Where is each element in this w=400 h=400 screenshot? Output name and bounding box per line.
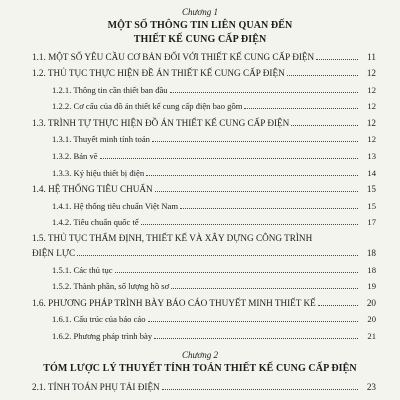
dot-leader (146, 175, 358, 176)
toc-entry-page: 12 (366, 118, 376, 128)
chapter-2-label: Chương 2 (182, 350, 218, 360)
toc-entry-1-5[interactable] (32, 231, 376, 245)
toc-entry-title: 1.2.2. Cơ cấu của đồ án thiết kế cung cấp điện bao gồm (52, 101, 243, 111)
toc-entry-page: 14 (367, 168, 376, 178)
toc-entry-title: 1.4. HỆ THỐNG TIÊU CHUẨN (32, 184, 153, 194)
toc-entry-title: 1.5.2. Thành phần, số lượng hồ sơ (52, 281, 170, 291)
dot-leader (155, 191, 358, 192)
chapter-1-title-line-2: THIẾT KẾ CUNG CẤP ĐIỆN (133, 34, 267, 45)
dot-leader (244, 108, 358, 109)
toc-entry-1-5-1[interactable] (52, 263, 376, 277)
dot-leader (77, 255, 358, 256)
toc-entry-title: 1.4.2. Tiêu chuẩn quốc tế (52, 217, 139, 227)
dot-leader (115, 272, 358, 273)
toc-entry-page: 15 (367, 201, 376, 211)
toc-entry-page: 11 (367, 52, 376, 62)
toc-entry-title: 1.5. THỦ TỤC THẨM ĐỊNH, THIẾT KẾ VÀ XÂY DỰNG CÔNG TRÌNH (32, 233, 313, 243)
toc-entry-1-4-2[interactable] (52, 215, 376, 229)
toc-entry-title: 1.2.1. Thông tin cần thiết ban đầu (52, 85, 168, 95)
toc-entry-page: 12 (367, 101, 376, 111)
toc-entry-page: 17 (367, 217, 376, 227)
dot-leader (162, 389, 358, 390)
toc-entry-page: 12 (367, 134, 376, 144)
dot-leader (318, 305, 358, 306)
dot-leader (154, 338, 358, 339)
toc-entry-title: 1.3.2. Bản vẽ (52, 151, 98, 161)
toc-entry-page: 19 (367, 281, 376, 291)
toc-entry-title: ĐIỆN LỰC (32, 248, 76, 258)
toc-entry-1-2-1[interactable] (52, 83, 376, 97)
toc-entry-1-6-1[interactable] (52, 312, 376, 326)
dot-leader (291, 125, 358, 126)
dot-leader (170, 92, 358, 93)
toc-entry-title: 1.1. MỘT SỐ YÊU CẦU CƠ BẢN ĐỐI VỚI THIẾT KẾ CUNG CẤP ĐIỆN (32, 52, 315, 62)
toc-entry-page: 13 (367, 151, 376, 161)
toc-entry-1-3-3[interactable] (52, 166, 376, 180)
toc-entry-page: 12 (367, 85, 376, 95)
toc-entry-page: 18 (367, 265, 376, 275)
toc-entry-1-5-2[interactable] (52, 279, 376, 293)
toc-entry-page: 20 (366, 298, 376, 308)
toc-entry-title: 1.3.1. Thuyết minh tính toán (52, 134, 150, 144)
toc-entry-page: 15 (366, 184, 376, 194)
dot-leader (316, 59, 358, 60)
toc-entry-1-2-2[interactable] (52, 99, 376, 113)
toc-entry-2-1[interactable] (32, 380, 376, 394)
chapter-1-title-line-1: MỘT SỐ THÔNG TIN LIÊN QUAN ĐẾN (107, 20, 293, 31)
toc-entry-title: 1.5.1. Các thủ tục (52, 265, 113, 275)
toc-entry-title: 2.1. TÍNH TOÁN PHỤ TẢI ĐIỆN (32, 382, 160, 392)
toc-entry-title: 1.2. THỦ TỤC THỰC HIỆN ĐỀ ÁN THIẾT KẾ CUNG CẤP ĐIỆN (32, 68, 285, 78)
toc-entry-1-4[interactable] (32, 182, 376, 196)
chapter-1-label: Chương 1 (182, 7, 218, 17)
dot-leader (141, 224, 358, 225)
toc-entry-page: 20 (367, 314, 376, 324)
chapter-2-title: TÓM LƯỢC LÝ THUYẾT TÍNH TOÁN THIẾT KẾ CUNG CẤP ĐIỆN (43, 363, 357, 374)
dot-leader (100, 158, 358, 159)
toc-entry-1-3-1[interactable] (52, 132, 376, 146)
toc-entry-1-5-continued[interactable] (32, 246, 376, 260)
toc-entry-1-1[interactable] (32, 50, 376, 64)
dot-leader (180, 208, 358, 209)
toc-entry-page: 21 (367, 331, 376, 341)
toc-entry-1-4-1[interactable] (52, 199, 376, 213)
toc-entry-title: 1.6.2. Phương pháp trình bày (52, 331, 153, 341)
toc-entry-1-6-2[interactable] (52, 329, 376, 343)
toc-entry-title: 1.4.1. Hệ thống tiêu chuẩn Việt Nam (52, 201, 179, 211)
toc-entry-1-3[interactable] (32, 116, 376, 130)
toc-entry-page: 23 (366, 382, 376, 392)
dot-leader (171, 288, 358, 289)
toc-entry-title: 1.3. TRÌNH TỰ THỰC HIỆN ĐỒ ÁN THIẾT KẾ CUNG CẤP ĐIỆN (32, 118, 290, 128)
toc-entry-1-6[interactable] (32, 296, 376, 310)
dot-leader (287, 75, 358, 76)
toc-entry-title: 1.3.3. Ký hiệu thiết bị điện (52, 168, 145, 178)
dot-leader (152, 141, 358, 142)
dot-leader (148, 321, 358, 322)
toc-entry-title: 1.6. PHƯƠNG PHÁP TRÌNH BÀY BÁO CÁO THUYẾT MINH THIẾT KẾ (32, 298, 316, 308)
toc-entry-title: 1.6.1. Cấu trúc của báo cáo (52, 314, 146, 324)
toc-entry-1-3-2[interactable] (52, 149, 376, 163)
toc-entry-page: 12 (366, 68, 376, 78)
toc-entry-1-2[interactable] (32, 66, 376, 80)
toc-entry-page: 18 (366, 248, 376, 258)
